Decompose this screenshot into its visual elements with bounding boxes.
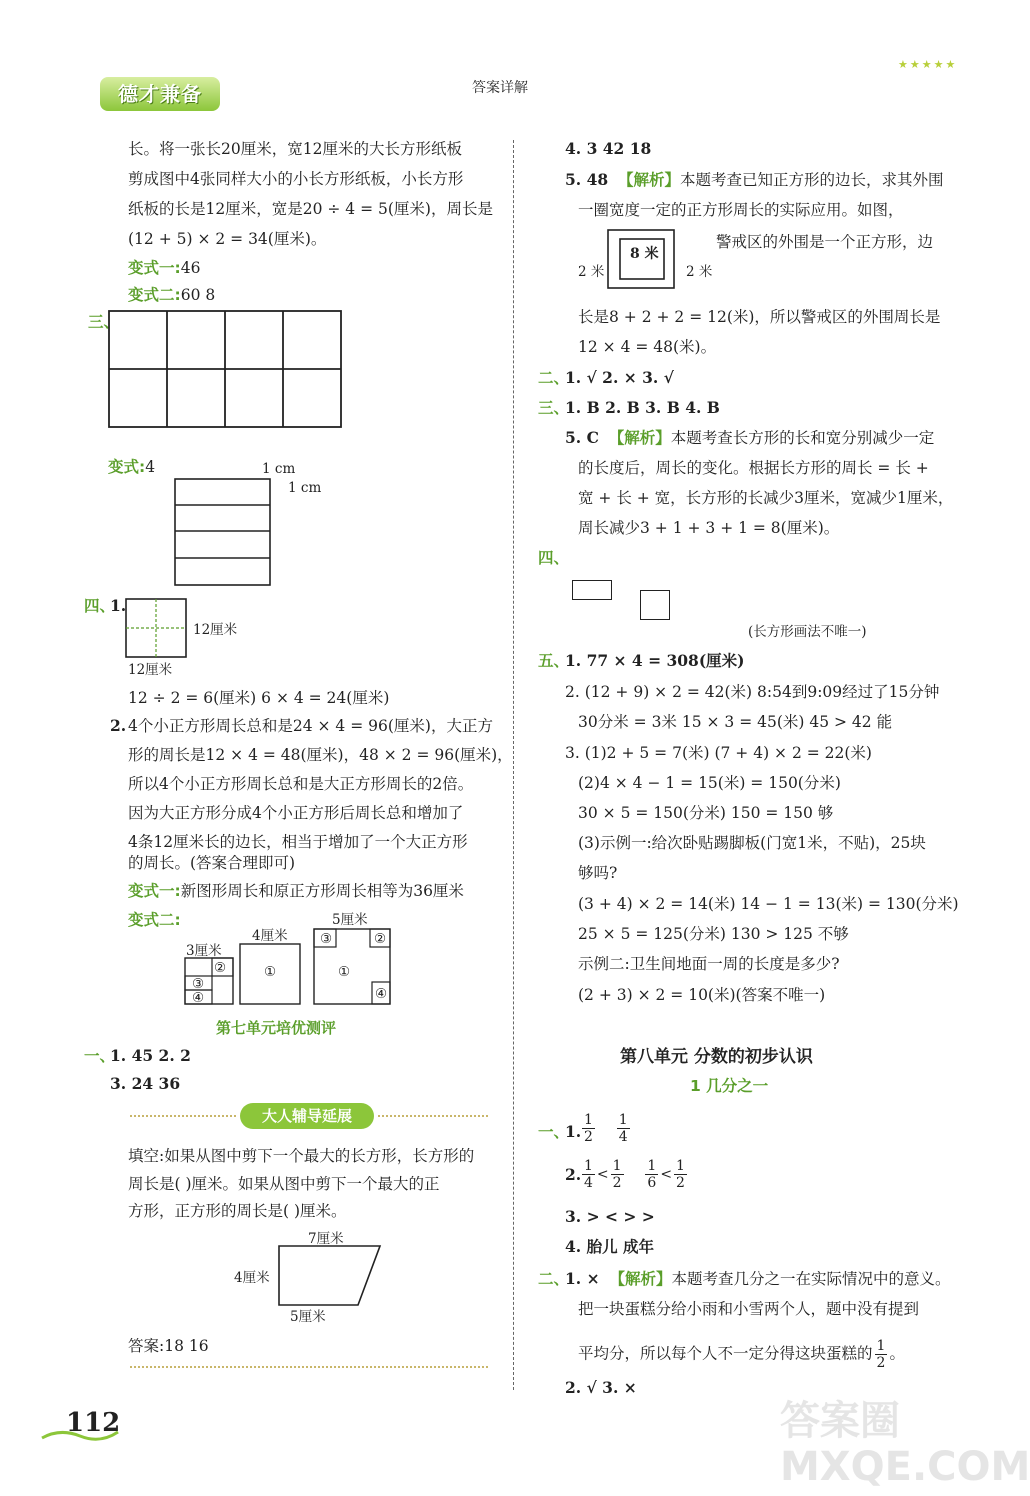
s5-text: 本题考查长方形的长和宽分别减少一定 — [670, 429, 935, 447]
unit8-title: 第八单元 分数的初步认识 — [620, 1047, 813, 1067]
left-p1-line: 长。将一张长20厘米，宽12厘米的大长方形纸板 — [128, 140, 462, 158]
cm-label-top: 1 cm — [262, 461, 296, 477]
s5-text: 的长度后，周长的变化。根据长方形的周长 = 长 + — [578, 459, 929, 477]
wu-3e: 够吗? — [578, 864, 618, 882]
extension-banner: 大人辅导延展 — [240, 1103, 374, 1129]
fraction-row-2: $\frac{1}{4}$ < $\frac{1}{2}$ $\frac{1}{6}$ < $\frac{1}{2}$ — [584, 1158, 685, 1191]
s5-text: 宽 + 长 + 宽，长方形的长减少3厘米，宽减少1厘米， — [578, 489, 954, 507]
logo: 德才兼备 — [100, 77, 220, 111]
unit8-er-1: 1. × — [565, 1269, 600, 1288]
section-label-san: 三、 — [88, 313, 120, 331]
fig-circled-1: ① — [264, 964, 277, 980]
unit7-yi-label: 一、 — [84, 1047, 116, 1065]
banner-line-right — [378, 1115, 488, 1117]
si-2-line: 形的周长是12 × 4 = 48(厘米)，48 × 2 = 96(厘米)， — [128, 746, 513, 764]
fig-circled-2: ② — [214, 960, 227, 976]
wu-label: 五、 — [538, 652, 570, 670]
jiexi-tag: 【解析】 — [609, 1270, 672, 1288]
unit7-yi-1: 1. 45 2. 2 — [110, 1046, 191, 1065]
fill-line: 周长是( )厘米。如果从图中剪下一个最大的正 — [128, 1175, 440, 1193]
wu-3g: 25 × 5 = 125(分米) 130 > 125 不够 — [578, 925, 849, 943]
trap-left-label: 4厘米 — [234, 1270, 270, 1286]
si-bianshi1-text: 新图形周长和原正方形周长相等为36厘米 — [180, 882, 464, 900]
page-header-title: 答案详解 — [472, 80, 528, 96]
si-2-line: 4个小正方形周长总和是24 × 4 = 96(厘米)，大正方 — [128, 717, 493, 735]
si-1-equation: 12 ÷ 2 = 6(厘米) 6 × 4 = 24(厘米) — [128, 689, 390, 707]
q4-answer: 4. 3 42 18 — [565, 139, 652, 158]
er-answers: 1. √ 2. × 3. √ — [565, 368, 674, 387]
trapezoid-figure — [278, 1245, 384, 1307]
fraction-half: $\frac{1}{2}$ — [876, 1338, 886, 1371]
fig-4cm-label: 4厘米 — [252, 928, 288, 944]
s5-number: 5. C — [565, 428, 599, 447]
si-2-line: 所以4个小正方形周长总和是大正方形周长的2倍。 — [128, 775, 474, 793]
fraction-row-1: $\frac{1}{2}$ $\frac{1}{4}$ — [584, 1112, 628, 1145]
trap-top-label: 7厘米 — [308, 1231, 344, 1247]
bianshi2-value: 60 8 — [180, 286, 216, 304]
fig-3cm-label: 3厘米 — [186, 943, 222, 959]
wu-3a: 3. (1)2 + 5 = 7(米) (7 + 4) × 2 = 22(米) — [565, 744, 872, 762]
jiexi-tag: 【解析】 — [618, 171, 681, 189]
fill-line: 方形，正方形的周长是( )厘米。 — [128, 1202, 347, 1220]
fig-circled-1b: ① — [338, 964, 351, 980]
q5-text: 本题考查已知正方形的边长，求其外围 — [680, 171, 944, 189]
fig-circled-4b: ④ — [375, 986, 388, 1002]
extension-answer: 答案:18 16 — [128, 1337, 209, 1355]
er2-text: 本题考查几分之一在实际情况中的意义。 — [671, 1270, 951, 1288]
q5-text: 一圈宽度一定的正方形周长的实际应用。如图， — [578, 201, 904, 219]
unit8-er-label: 二、 — [538, 1270, 570, 1288]
square-right-label: 12厘米 — [193, 622, 238, 638]
wu-3d: (3)示例一:给次卧贴踢脚板(门宽1米，不贴)，25块 — [578, 834, 926, 852]
si-note: (长方形画法不唯一) — [748, 624, 867, 640]
stacked-rectangles-figure — [174, 478, 274, 588]
bianshi-value: 4 — [145, 458, 156, 476]
q5-text: 12 × 4 = 48(米)。 — [578, 338, 717, 356]
left-p1-line: 剪成图中4张同样大小的小长方形纸板，小长方形 — [128, 170, 464, 188]
er2-text: 把一块蛋糕分给小雨和小雪两个人，题中没有提到 — [578, 1300, 920, 1318]
fig-2m-right: 2 米 — [686, 264, 713, 280]
leaf-decoration-icon — [40, 1428, 120, 1444]
q5-number: 5. 48 — [565, 170, 609, 189]
unit8-yi-1: 1. — [565, 1122, 582, 1141]
bianshi-label: 变式: — [108, 458, 146, 476]
fig-circled-4: ④ — [192, 990, 205, 1006]
fig-8m-label: 8 米 — [630, 246, 659, 262]
left-p1-line: (12 + 5) × 2 = 34(厘米)。 — [128, 230, 327, 248]
bianshi1-label: 变式一: — [128, 259, 181, 277]
fig-circled-2b: ② — [374, 931, 387, 947]
drawn-square — [640, 590, 670, 620]
si-label-right: 四、 — [538, 549, 570, 567]
bottom-line — [130, 1366, 488, 1368]
si-item-1: 1. — [110, 596, 127, 615]
column-divider — [513, 140, 514, 1390]
banner-line-left — [130, 1115, 236, 1117]
wu-3b: (2)4 × 4 − 1 = 15(米) = 150(分米) — [578, 774, 841, 792]
fig-5cm-label: 5厘米 — [332, 912, 368, 928]
unit8-yi-2: 2. — [565, 1165, 582, 1184]
wu-3f: (3 + 4) × 2 = 14(米) 14 − 1 = 13(米) = 130(分米) — [578, 895, 959, 913]
unit8-yi-4: 4. 胎儿 成年 — [565, 1237, 654, 1256]
bianshi2-label: 变式二: — [128, 286, 181, 304]
wu-1: 1. 77 × 4 = 308(厘米) — [565, 651, 745, 670]
si-2-line: 4条12厘米长的边长，相当于增加了一个大正方形 — [128, 833, 468, 851]
bianshi1-value: 46 — [180, 259, 201, 277]
s5-text: 周长减少3 + 1 + 3 + 1 = 8(厘米)。 — [578, 519, 840, 537]
star-decoration-icon: ★★★★★ — [898, 58, 958, 71]
unit8-yi-label: 一、 — [538, 1123, 570, 1141]
wu-3c: 30 × 5 = 150(分米) 150 = 150 够 — [578, 804, 834, 822]
section-label-si: 四、 — [84, 597, 116, 615]
cm-label-right: 1 cm — [288, 480, 322, 496]
unit7-title: 第七单元培优测评 — [216, 1019, 337, 1037]
si-item-2: 2. — [110, 716, 127, 735]
unit8-er-rest: 2. √ 3. × — [565, 1378, 637, 1397]
watermark: 答案圈 MXQE.COM — [780, 1398, 1030, 1490]
wu-2b: 30分米 = 3米 15 × 3 = 45(米) 45 > 42 能 — [578, 713, 893, 731]
lesson1-title: 1 几分之一 — [690, 1077, 769, 1095]
square-bottom-label: 12厘米 — [128, 662, 173, 678]
unit8-yi-3: 3. > < > > — [565, 1207, 655, 1226]
fill-line: 填空:如果从图中剪下一个最大的长方形，长方形的 — [128, 1147, 475, 1165]
square-divided-figure — [125, 598, 189, 660]
jiexi-tag: 【解析】 — [608, 429, 671, 447]
trap-bottom-label: 5厘米 — [290, 1309, 326, 1325]
q5-text: 长是8 + 2 + 2 = 12(米)，所以警戒区的外围周长是 — [578, 308, 941, 326]
unit7-yi-3: 3. 24 36 — [110, 1074, 181, 1093]
rectangle-grid-figure — [108, 310, 344, 430]
wu-2a: 2. (12 + 9) × 2 = 42(米) 8:54到9:09经过了15分钟 — [565, 683, 940, 701]
drawn-rectangle — [572, 580, 612, 600]
si-bianshi1-label: 变式一: — [128, 882, 181, 900]
fig-2m-left: 2 米 — [578, 264, 605, 280]
page-number: 112 — [66, 1408, 121, 1438]
q5-text: 警戒区的外围是一个正方形，边 — [716, 233, 934, 251]
wu-3h: 示例二:卫生间地面一周的长度是多少? — [578, 955, 840, 973]
er2-text: 平均分，所以每个人不一定分得这块蛋糕的 — [578, 1344, 873, 1363]
left-p1-line: 纸板的长是12厘米，宽是20 ÷ 4 = 5(厘米)，周长是 — [128, 200, 493, 218]
si-2-line: 的周长。(答案合理即可) — [128, 854, 296, 872]
san-label: 三、 — [538, 399, 570, 417]
fig-circled-3b: ③ — [320, 931, 333, 947]
fig-circled-3: ③ — [192, 976, 205, 992]
si-bianshi2-label: 变式二: — [128, 911, 181, 929]
si-2-line: 因为大正方形分成4个小正方形后周长总和增加了 — [128, 804, 464, 822]
wu-3i: (2 + 3) × 2 = 10(米)(答案不唯一) — [578, 986, 826, 1004]
er-label: 二、 — [538, 369, 570, 387]
san-answers: 1. B 2. B 3. B 4. B — [565, 398, 720, 417]
